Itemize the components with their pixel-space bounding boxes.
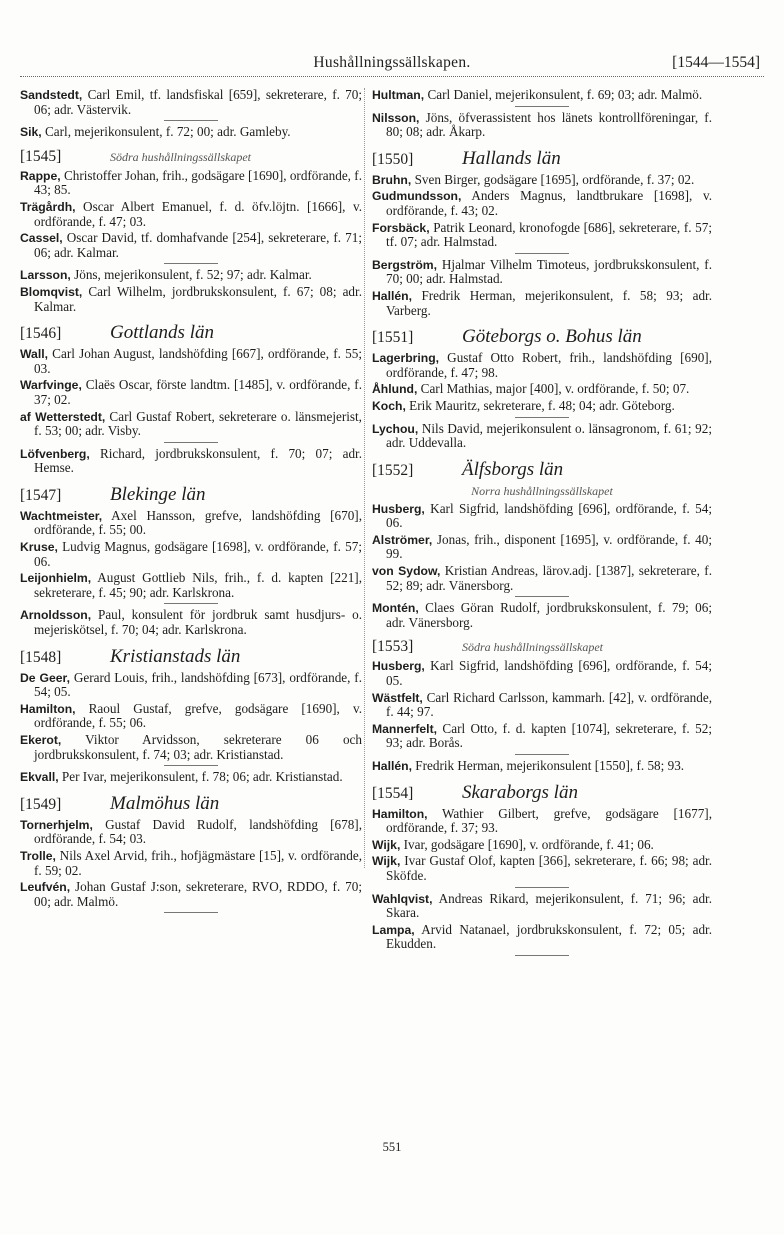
directory-entry bbox=[372, 173, 712, 188]
county-name: Göteborgs o. Bohus län bbox=[462, 326, 642, 348]
separator-rule bbox=[164, 442, 218, 443]
entry-name: Arnoldsson, bbox=[20, 608, 92, 623]
entry-name: Hamilton, bbox=[372, 806, 428, 821]
entry-name: Tornerhjelm, bbox=[20, 817, 93, 832]
society-name: Södra hushållningssällskapet bbox=[462, 640, 604, 655]
directory-entry bbox=[20, 125, 362, 140]
entry-name: Sandstedt, bbox=[20, 88, 83, 102]
entry-name: Bergström, bbox=[372, 257, 438, 272]
entry-details: Fredrik Herman, mejerikonsulent [1550], f. 58; 93. bbox=[411, 758, 685, 773]
entry-details: Paul, konsulent för jordbruk samt husdjurs- o. mejeriskötsel, f. 70; 04; adr. Karlskrona. bbox=[34, 607, 362, 638]
entry-name: Lagerbring, bbox=[372, 351, 440, 366]
entry-details: Wathier Gilbert, grefve, godsägare [1677], ordförande, f. 37; 93. bbox=[386, 805, 712, 836]
directory-entry bbox=[372, 399, 712, 414]
directory-entry bbox=[372, 189, 712, 218]
entry-details: Christoffer Johan, frih., godsägare [1690], ordförande, f. 43; 85. bbox=[34, 167, 362, 198]
entry-name: Husberg, bbox=[372, 659, 425, 674]
directory-entry bbox=[20, 571, 362, 600]
directory-entry bbox=[20, 818, 362, 847]
separator-rule bbox=[515, 106, 569, 107]
section-heading bbox=[372, 326, 712, 348]
entry-name: Husberg, bbox=[372, 501, 425, 516]
directory-entry bbox=[372, 854, 712, 883]
society-name: Södra hushållningssällskapet bbox=[110, 149, 252, 164]
directory-entry bbox=[372, 838, 712, 853]
entry-details: Andreas Rikard, mejerikonsulent, f. 71; 96; adr. Skara. bbox=[386, 890, 712, 921]
directory-entry bbox=[20, 200, 362, 229]
entry-name: Bruhn, bbox=[372, 172, 412, 187]
entry-name: Lampa, bbox=[372, 922, 415, 937]
directory-entry bbox=[20, 608, 362, 637]
entry-details: Karl Sigfrid, landshöfding [696], ordförande, f. 54; 06. bbox=[386, 500, 712, 531]
directory-entry bbox=[372, 659, 712, 688]
section-number: [1548] bbox=[20, 648, 62, 666]
directory-entry bbox=[372, 88, 712, 103]
directory-entry bbox=[20, 671, 362, 700]
entry-name: Sik, bbox=[20, 125, 42, 140]
directory-entry bbox=[372, 351, 712, 380]
entry-details: Johan Gustaf J:son, sekreterare, RVO, RDDO, f. 70; 00; adr. Malmö. bbox=[34, 879, 362, 909]
section-number: [1545] bbox=[20, 147, 62, 165]
entry-name: Leijonhielm, bbox=[20, 571, 92, 586]
entry-details: Carl Otto, f. d. kapten [1074], sekreterare, f. 52; 93; adr. Borås. bbox=[386, 720, 712, 751]
separator-rule bbox=[164, 603, 218, 604]
entry-details: Carl Gustaf Robert, sekreterare o. länsmejerist, f. 53; 00; adr. Visby. bbox=[34, 408, 362, 439]
entry-name: Forsbäck, bbox=[372, 220, 430, 235]
entry-details: Carl, mejerikonsulent, f. 72; 00; adr. Gamleby. bbox=[41, 124, 291, 140]
section-number: [1546] bbox=[20, 325, 62, 343]
running-header bbox=[20, 52, 764, 77]
directory-entry bbox=[372, 759, 712, 774]
directory-entry bbox=[20, 880, 362, 909]
entry-name: Rappe, bbox=[20, 168, 61, 183]
entry-name: Lychou, bbox=[372, 421, 419, 436]
directory-entry bbox=[372, 382, 712, 397]
entry-name: Åhlund, bbox=[372, 382, 418, 397]
entry-name: Trägårdh, bbox=[20, 199, 76, 214]
directory-entry bbox=[372, 892, 712, 921]
entry-name: Leufvén, bbox=[20, 880, 71, 895]
entry-details: August Gottlieb Nils, frih., f. d. kapten [221], sekreterare, f. 45; 90; adr. Karlskrona. bbox=[34, 570, 362, 600]
entry-name: Montén, bbox=[372, 601, 419, 616]
section-heading bbox=[20, 148, 362, 166]
entry-details: Karl Sigfrid, landshöfding [696], ordförande, f. 54; 05. bbox=[386, 658, 712, 689]
entry-name: Koch, bbox=[372, 398, 406, 413]
entry-details: Ivar Gustaf Olof, kapten [366], sekreterare, f. 66; 98; adr. Sköfde. bbox=[386, 853, 712, 883]
entry-name: Wijk, bbox=[372, 837, 401, 852]
entry-name: Hamilton, bbox=[20, 701, 76, 716]
directory-entry bbox=[20, 410, 362, 439]
directory-entry bbox=[372, 601, 712, 630]
entry-details: Anders Magnus, landtbrukare [1698], v. ordförande, f. 43; 02. bbox=[386, 188, 712, 218]
entry-name: Löfvenberg, bbox=[20, 446, 90, 461]
entry-name: Alströmer, bbox=[372, 532, 433, 547]
directory-entry bbox=[20, 540, 362, 569]
directory-entry bbox=[372, 221, 712, 250]
separator-rule bbox=[515, 596, 569, 597]
entry-name: Hallén, bbox=[372, 288, 412, 303]
entry-name: Nilsson, bbox=[372, 110, 420, 125]
county-name: Skaraborgs län bbox=[462, 781, 578, 803]
directory-entry bbox=[372, 502, 712, 531]
entry-name: Wijk, bbox=[372, 854, 401, 869]
directory-entry bbox=[20, 169, 362, 198]
page-number: 551 bbox=[382, 1140, 402, 1154]
entry-name: Kruse, bbox=[20, 540, 58, 555]
left-column bbox=[20, 88, 362, 917]
separator-rule bbox=[515, 754, 569, 755]
entry-name: Warfvinge, bbox=[20, 378, 82, 393]
section-heading bbox=[372, 459, 712, 481]
directory-entry bbox=[20, 231, 362, 260]
entry-details: Claës Oscar, förste landtm. [1485], v. ordförande, f. 37; 02. bbox=[34, 377, 362, 407]
directory-entry bbox=[20, 268, 362, 283]
directory-entry bbox=[372, 691, 712, 720]
entry-name: Ekerot, bbox=[20, 733, 62, 747]
section-heading bbox=[372, 782, 712, 804]
county-name: Blekinge län bbox=[110, 483, 206, 505]
directory-entry bbox=[372, 564, 712, 593]
separator-rule bbox=[164, 765, 218, 766]
entry-details: Gustaf Otto Robert, frih., landshöfding [690], ordförande, f. 47; 98. bbox=[386, 350, 712, 380]
county-name: Malmöhus län bbox=[110, 792, 220, 814]
directory-entry bbox=[20, 378, 362, 407]
separator-rule bbox=[515, 887, 569, 888]
section-number: [1553] bbox=[372, 638, 414, 656]
entry-name: Hallén, bbox=[372, 759, 412, 773]
entry-name: Mannerfelt, bbox=[372, 721, 438, 736]
entry-details: Richard, jordbrukskonsulent, f. 70; 07; adr. Hemse. bbox=[34, 445, 362, 476]
entry-details: Oscar David, tf. domhafvande [254], sekreterare, f. 71; 06; adr. Kalmar. bbox=[34, 230, 362, 260]
society-subheading: Norra hushållningssällskapet bbox=[471, 483, 613, 498]
page-title: Hushållningssällskapen. bbox=[313, 54, 471, 71]
entry-name: Larsson, bbox=[20, 268, 71, 283]
section-heading bbox=[20, 646, 362, 668]
section-number: [1551] bbox=[372, 329, 414, 347]
entry-details: Gustaf David Rudolf, landshöfding [678], ordförande, f. 54; 03. bbox=[34, 816, 362, 847]
county-name: Kristianstads län bbox=[110, 645, 241, 667]
entry-details: Fredrik Herman, mejerikonsulent, f. 58; 93; adr. Varberg. bbox=[386, 287, 712, 318]
entry-details: Sven Birger, godsägare [1695], ordförande, f. 37; 02. bbox=[411, 171, 695, 187]
entry-details: Erik Mauritz, sekreterare, f. 48; 04; adr. Göteborg. bbox=[405, 397, 675, 413]
entry-details: Raoul Gustaf, grefve, godsägare [1690], v. ordförande, f. 55; 06. bbox=[34, 700, 362, 731]
section-heading bbox=[20, 793, 362, 815]
separator-rule bbox=[164, 120, 218, 121]
directory-entry bbox=[372, 422, 712, 451]
entry-details: Carl Wilhelm, jordbrukskonsulent, f. 67; 08; adr. Kalmar. bbox=[34, 283, 362, 314]
entry-name: von Sydow, bbox=[372, 564, 441, 579]
entry-details: Jonas, frih., disponent [1695], v. ordförande, f. 40; 99. bbox=[386, 531, 712, 562]
entry-details: Ludvig Magnus, godsägare [1698], v. ordförande, f. 57; 06. bbox=[34, 539, 362, 569]
entry-details: Carl Johan August, landshöfding [667], ordförande, f. 55; 03. bbox=[34, 346, 362, 376]
county-name: Gottlands län bbox=[110, 322, 214, 344]
entry-details: Carl Richard Carlsson, kammarh. [42], v. ordförande, f. 44; 97. bbox=[386, 689, 712, 720]
directory-entry bbox=[20, 849, 362, 878]
entry-details: Carl Mathias, major [400], v. ordförande, f. 50; 07. bbox=[417, 381, 690, 397]
entry-details: Carl Emil, tf. landsfiskal [659], sekreterare, f. 70; 06; adr. Västervik. bbox=[34, 87, 362, 117]
entry-name: Wästfelt, bbox=[372, 690, 423, 705]
section-heading bbox=[20, 484, 362, 506]
directory-entry bbox=[20, 88, 362, 117]
section-number: [1549] bbox=[20, 795, 62, 813]
entry-name: Trolle, bbox=[20, 848, 56, 863]
entry-range: [1544—1554] bbox=[672, 54, 760, 71]
entry-details: Ivar, godsägare [1690], v. ordförande, f. 41; 06. bbox=[400, 836, 654, 852]
entry-name: Blomqvist, bbox=[20, 284, 83, 299]
entry-details: Claes Göran Rudolf, jordbrukskonsulent, f. 79; 06; adr. Vänersborg. bbox=[386, 600, 712, 630]
entry-details: Patrik Leonard, kronofogde [686], sekreterare, f. 57; tf. 07; adr. Halmstad. bbox=[386, 219, 712, 250]
directory-entry bbox=[372, 533, 712, 562]
entry-details: Nils Axel Arvid, frih., hofjägmästare [15], v. ordförande, f. 59; 02. bbox=[34, 847, 362, 878]
entry-name: Wall, bbox=[20, 347, 48, 362]
section-number: [1547] bbox=[20, 486, 62, 504]
separator-rule bbox=[164, 263, 218, 264]
county-name: Älfsborgs län bbox=[462, 458, 564, 480]
entry-name: Ekvall, bbox=[20, 770, 59, 785]
entry-details: Viktor Arvidsson, sekreterare 06 och jordbrukskonsulent, f. 74; 03; adr. Kristianstad. bbox=[34, 732, 362, 762]
column-divider bbox=[364, 88, 365, 868]
directory-entry bbox=[372, 722, 712, 751]
directory-entry bbox=[20, 733, 362, 762]
section-heading bbox=[372, 148, 712, 170]
directory-entry bbox=[20, 509, 362, 538]
section-number: [1550] bbox=[372, 150, 414, 168]
entry-details: Oscar Albert Emanuel, f. d. öfv.löjtn. [1666], v. ordförande, f. 47; 03. bbox=[34, 198, 362, 229]
entry-name: Gudmundsson, bbox=[372, 189, 462, 204]
entry-details: Nils David, mejerikonsulent o. länsagronom, f. 61; 92; adr. Uddevalla. bbox=[386, 420, 712, 451]
entry-details: Per Ivar, mejerikonsulent, f. 78; 06; adr. Kristianstad. bbox=[58, 769, 343, 785]
entry-name: De Geer, bbox=[20, 670, 70, 685]
entry-name: Hultman, bbox=[372, 88, 425, 102]
entry-details: Carl Daniel, mejerikonsulent, f. 69; 03; adr. Malmö. bbox=[424, 87, 703, 102]
entry-details: Jöns, mejerikonsulent, f. 52; 97; adr. Kalmar. bbox=[70, 267, 312, 283]
right-column bbox=[372, 88, 712, 960]
directory-entry bbox=[372, 111, 712, 140]
separator-rule bbox=[515, 417, 569, 418]
entry-details: Gerard Louis, frih., landshöfding [673], ordförande, f. 54; 05. bbox=[34, 669, 362, 700]
entry-name: Cassel, bbox=[20, 231, 63, 246]
directory-entry bbox=[372, 923, 712, 952]
county-name: Hallands län bbox=[462, 147, 561, 169]
entry-details: Axel Hansson, grefve, landshöfding [670], ordförande, f. 55; 00. bbox=[34, 507, 362, 538]
directory-entry bbox=[372, 807, 712, 836]
separator-rule bbox=[164, 912, 218, 913]
directory-entry bbox=[20, 285, 362, 314]
separator-rule bbox=[515, 955, 569, 956]
entry-name: Wachtmeister, bbox=[20, 508, 103, 523]
directory-entry bbox=[372, 258, 712, 287]
entry-details: Kristian Andreas, lärov.adj. [1387], sekreterare, f. 52; 89; adr. Vänersborg. bbox=[386, 563, 712, 593]
section-number: [1552] bbox=[372, 461, 414, 479]
entry-name: af Wetterstedt, bbox=[20, 409, 106, 424]
entry-details: Jöns, öfverassistent hos länets kontrollföreningar, f. 80; 08; adr. Åkarp. bbox=[386, 109, 712, 140]
section-heading bbox=[372, 638, 712, 656]
directory-entry bbox=[20, 347, 362, 376]
entry-name: Wahlqvist, bbox=[372, 891, 433, 906]
directory-entry bbox=[372, 289, 712, 318]
section-heading bbox=[20, 322, 362, 344]
directory-entry bbox=[20, 702, 362, 731]
directory-entry bbox=[20, 447, 362, 476]
entry-details: Hjalmar Vilhelm Timoteus, jordbrukskonsulent, f. 70; 00; adr. Halmstad. bbox=[386, 256, 712, 287]
directory-entry bbox=[20, 770, 362, 785]
separator-rule bbox=[515, 253, 569, 254]
section-number: [1554] bbox=[372, 784, 414, 802]
entry-details: Arvid Natanael, jordbrukskonsulent, f. 72; 05; adr. Ekudden. bbox=[386, 921, 712, 952]
